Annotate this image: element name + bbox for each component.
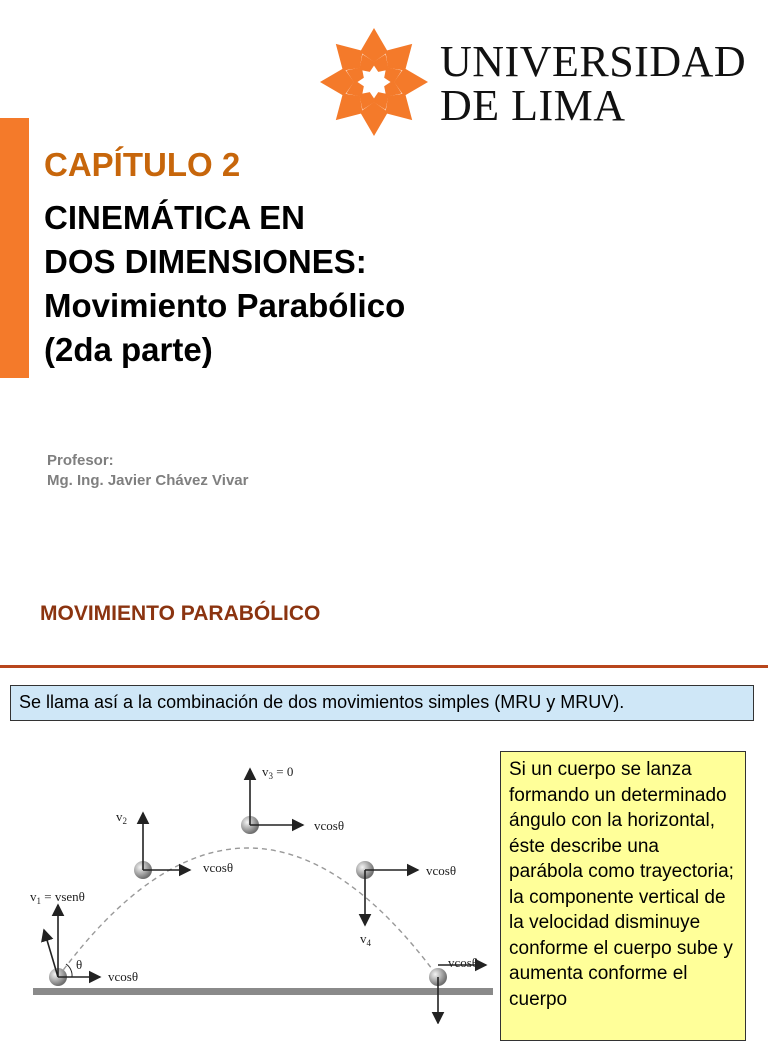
v3-label: $v_3 = 0$ bbox=[262, 764, 294, 781]
vcos-label-2: vcosθ bbox=[203, 860, 234, 875]
chapter-heading: CAPÍTULO 2 bbox=[44, 146, 241, 183]
professor-label: Profesor: bbox=[47, 452, 114, 469]
title-line: CINEMÁTICA EN bbox=[44, 199, 305, 236]
section-divider bbox=[0, 665, 768, 668]
logo-text-line2: DE LIMA bbox=[440, 81, 626, 130]
vcos-label-1: vcosθ bbox=[108, 969, 139, 984]
vcos-label-3: vcosθ bbox=[314, 818, 345, 833]
university-logo bbox=[318, 26, 758, 138]
slide-title bbox=[44, 196, 405, 372]
projectile-diagram bbox=[28, 755, 496, 1024]
v1-label: $v_1$ = vsenθ bbox=[30, 889, 85, 906]
accent-bar bbox=[0, 118, 29, 378]
professor-name: Mg. Ing. Javier Chávez Vivar bbox=[47, 472, 249, 489]
v4-label: $v_4$ bbox=[360, 931, 371, 948]
theta-label: θ bbox=[76, 957, 83, 972]
explanation-note: Si un cuerpo se lanza formando un determinado ángulo con la horizontal, éste describe una parábola como trayectoria; la componente vertical de la velocidad disminuye conforme el cuerpo sube y aumenta conforme el cuerpo bbox=[500, 751, 746, 1041]
title-line: DOS DIMENSIONES: bbox=[44, 243, 367, 280]
parabolic-trajectory bbox=[58, 848, 438, 977]
definition-box: Se llama así a la combinación de dos movimientos simples (MRU y MRUV). bbox=[10, 685, 754, 721]
star-logo-icon bbox=[318, 26, 430, 138]
vcos-label-5: vcosθ bbox=[448, 955, 479, 970]
v2-label: $v_2$ bbox=[116, 809, 127, 826]
title-line: Movimiento Parabólico bbox=[44, 287, 406, 324]
professor-block bbox=[47, 451, 248, 491]
title-line: (2da parte) bbox=[44, 331, 213, 368]
arrow-v-initial bbox=[44, 930, 58, 977]
logo-text-line1: UNIVERSIDAD bbox=[440, 37, 747, 86]
section-title: MOVIMIENTO PARABÓLICO bbox=[40, 602, 321, 625]
ground bbox=[33, 988, 493, 995]
vcos-label-4: vcosθ bbox=[426, 863, 457, 878]
